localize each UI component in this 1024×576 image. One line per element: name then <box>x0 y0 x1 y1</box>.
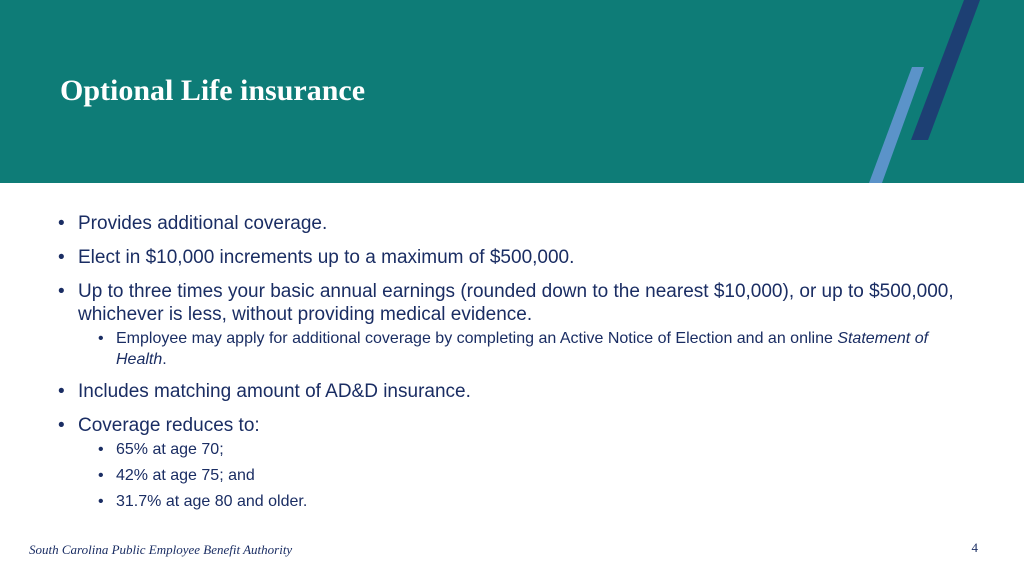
bullet-item: • Provides additional coverage. <box>58 212 958 235</box>
sub-bullet-item: • 42% at age 75; and <box>58 465 958 486</box>
bullet-list <box>58 212 958 522</box>
bullet-item: • Up to three times your basic annual earnings (rounded down to the nearest $10,000), or up to $500,000, whichever is less, without providing medical evidence. <box>58 280 958 326</box>
sub-bullet-item: • 31.7% at age 80 and older. <box>58 491 958 512</box>
footer-organization: South Carolina Public Employee Benefit Authority <box>29 542 293 557</box>
bullet-item: • Includes matching amount of AD&D insurance. <box>58 380 958 403</box>
bullet-item: • Coverage reduces to: <box>58 414 958 437</box>
sub-bullet-punct: . <box>162 351 167 368</box>
sub-bullet-group <box>58 328 958 370</box>
slide-title: Optional Life insurance <box>60 74 366 107</box>
sub-bullet-group <box>58 439 958 512</box>
sub-bullet-item: • 65% at age 70; <box>58 439 958 460</box>
bullet-item: • Elect in $10,000 increments up to a maximum of $500,000. <box>58 246 958 269</box>
header-band <box>0 0 1024 183</box>
page-number: 4 <box>971 540 978 555</box>
stripe-light <box>869 67 924 183</box>
sub-bullet-item <box>58 328 958 370</box>
sub-bullet-text: Employee may apply for additional coverage by completing an Active Notice of Election and an online <box>116 330 838 347</box>
statement-of-health-term: Statement of Health <box>116 330 929 368</box>
